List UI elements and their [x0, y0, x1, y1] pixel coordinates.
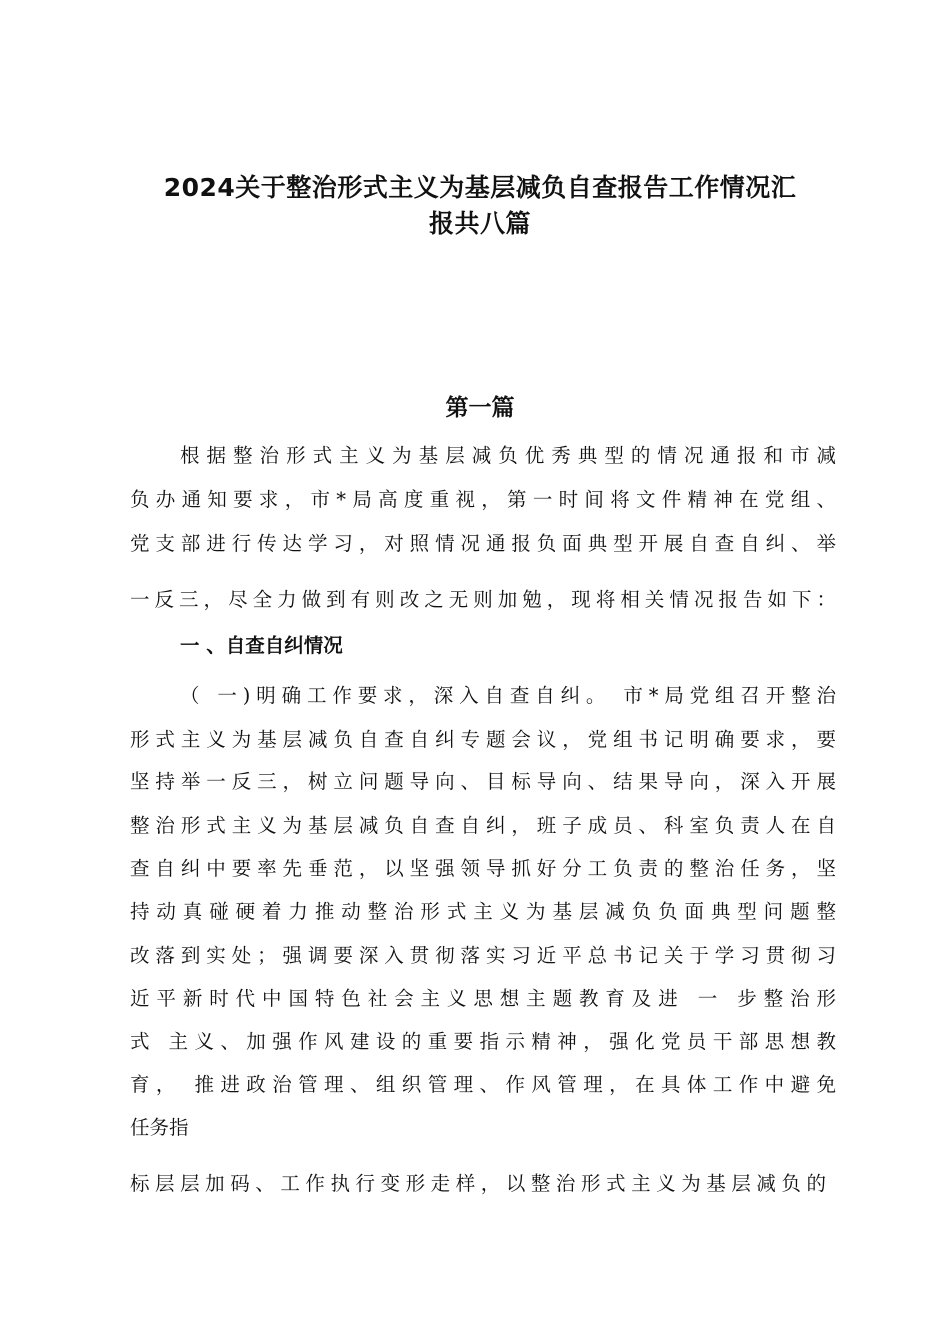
intro-line: 一反三，尽全力做到有则改之无则加勉，现将相关情况报告如下： — [130, 588, 836, 611]
body-line: 近平新时代中国特色社会主义思想主题教育及进 一 步整治形 — [130, 987, 836, 1010]
body-line: （ 一)明确工作要求，深入自查自纠。 市*局党组召开整治 — [180, 684, 836, 707]
body-line: 查自纠中要率先垂范，以坚强领导抓好分工负责的整治任务，坚 — [130, 857, 836, 880]
body-line: 任务指 — [130, 1116, 189, 1139]
body-line: 坚持举一反三，树立问题导向、目标导向、结果导向，深入开展 — [130, 770, 836, 793]
body-line: 形式主义为基层减负自查自纠专题会议，党组书记明确要求，要 — [130, 728, 836, 751]
intro-line: 负办通知要求，市*局高度重视，第一时间将文件精神在党组、 — [130, 488, 836, 511]
document-title — [130, 170, 830, 242]
section-title: 第一篇 — [445, 395, 515, 421]
intro-line: 根据整治形式主义为基层减负优秀典型的情况通报和市减 — [180, 444, 836, 467]
heading-self-inspection: 一 、自查自纠情况 — [180, 634, 343, 657]
document-title-line-1: 2024关于整治形式主义为基层减负自查报告工作情况汇 — [163, 173, 797, 202]
intro-line: 党支部进行传达学习，对照情况通报负面典型开展自查自纠、举 — [130, 532, 836, 555]
continuation-line: 标层层加码、工作执行变形走样，以整治形式主义为基层减负的 — [130, 1172, 826, 1195]
body-line: 整治形式主义为基层减负自查自纠，班子成员、科室负责人在自 — [130, 814, 836, 837]
body-line: 持动真碰硬着力推动整治形式主义为基层减负负面典型问题整 — [130, 900, 836, 923]
body-line: 改落到实处；强调要深入贯彻落实习近平总书记关于学习贯彻习 — [130, 944, 836, 967]
body-line: 育， 推进政治管理、组织管理、作风管理，在具体工作中避免 — [130, 1073, 836, 1096]
document-title-line-2: 报共八篇 — [428, 209, 531, 238]
body-line: 式 主义、加强作风建设的重要指示精神，强化党员干部思想教 — [130, 1030, 836, 1053]
